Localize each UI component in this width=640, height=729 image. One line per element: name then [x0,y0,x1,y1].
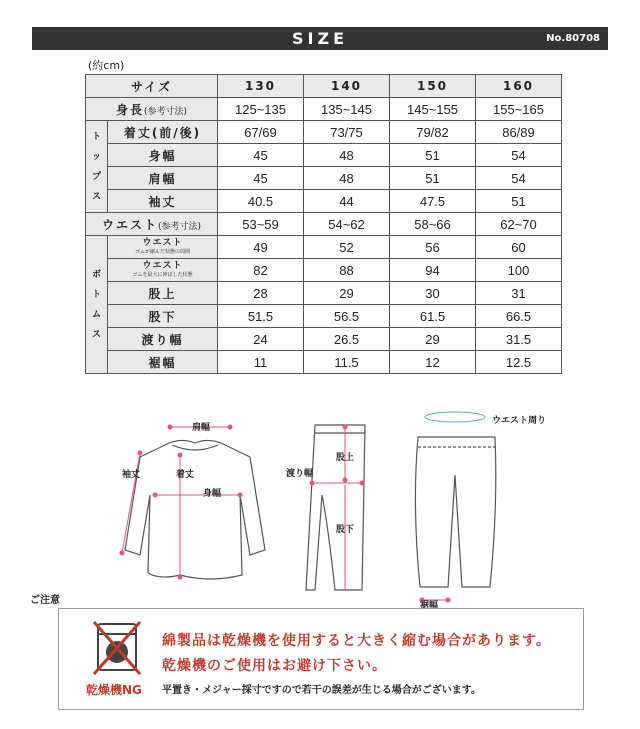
cell: 155~165 [476,98,562,121]
group-label-text: ト ッ プ ス [91,131,101,202]
inseam-label: 股下 [336,525,355,535]
cell: 28 [218,282,304,305]
caution-title: ご注意 [30,595,60,606]
table-row [86,144,562,167]
size-150: 150 [390,75,476,98]
cell: 100 [476,259,562,282]
table-row [86,190,562,213]
cell: 29 [390,328,476,351]
row-label: 着丈(前/後) [108,121,218,144]
size-160: 160 [476,75,562,98]
cell: 11 [218,351,304,374]
cell: 145~155 [390,98,476,121]
row-label: 渡り幅 [108,328,218,351]
shoulder-label: 肩幅 [192,423,211,433]
product-number: No.80708 [546,33,600,44]
cell: 54 [476,144,562,167]
row-label: 身幅 [108,144,218,167]
hem-label: 裾幅 [420,601,439,611]
table-row [86,351,562,374]
cell: 125~135 [218,98,304,121]
height-label: 身長(参考寸法) [86,98,218,121]
row-label: 裾幅 [108,351,218,374]
waist-measure [425,412,485,422]
cell: 47.5 [390,190,476,213]
cell: 51 [390,167,476,190]
table-row [86,213,562,236]
table-row [86,236,562,259]
cell: 73/75 [304,121,390,144]
cell: 45 [218,167,304,190]
cell: 12.5 [476,351,562,374]
length-label: 着丈 [176,470,195,480]
waist-label: ウエスト(参考寸法) [86,213,218,236]
cell: 54 [476,167,562,190]
garment-diagram [100,405,570,605]
group-label-text: ボ ト ム ス [91,269,101,340]
notice-line-1: 綿製品は乾燥機を使用すると大きく縮む場合があります。 [162,633,551,649]
cell: 29 [304,282,390,305]
cell: 94 [390,259,476,282]
cell: 58~66 [390,213,476,236]
cell: 52 [304,236,390,259]
cell: 44 [304,190,390,213]
row-label: 袖丈 [108,190,218,213]
title-bar [32,27,608,50]
cell: 67/69 [218,121,304,144]
table-row [86,282,562,305]
cell: 45 [218,144,304,167]
cell: 88 [304,259,390,282]
size-140: 140 [304,75,390,98]
cell: 31.5 [476,328,562,351]
table-row [86,259,562,282]
size-130: 130 [218,75,304,98]
cell: 79/82 [390,121,476,144]
cell: 48 [304,167,390,190]
rise-label: 股上 [336,453,355,463]
bottoms-group-label [86,236,108,374]
tops-group-label [86,121,108,213]
size-head-label: サイズ [86,75,218,98]
cell: 51 [390,144,476,167]
row-label: 肩幅 [108,167,218,190]
sleeve-label: 袖丈 [122,470,141,480]
cell: 11.5 [304,351,390,374]
cell: 61.5 [390,305,476,328]
row-label: ウエスト ゴムが縮んだ状態の周囲 [108,236,218,259]
cell: 53~59 [218,213,304,236]
table-row [86,167,562,190]
cell: 56 [390,236,476,259]
cell: 60 [476,236,562,259]
table-header-row [86,75,562,98]
top-illustration [125,440,265,579]
dryer-ng-label: 乾燥機NG [86,683,142,697]
width-label: 身幅 [203,489,222,499]
cell: 135~145 [304,98,390,121]
cell: 40.5 [218,190,304,213]
cell: 82 [218,259,304,282]
unit-label: (約cm) [88,59,125,72]
thigh-label: 渡り幅 [286,469,314,479]
no-dryer-icon [92,620,142,676]
cell: 31 [476,282,562,305]
cell: 51.5 [218,305,304,328]
cell: 54~62 [304,213,390,236]
table-row [86,121,562,144]
cell: 62~70 [476,213,562,236]
page-title: SIZE [291,29,348,48]
waist-around-label: ウエスト周り [492,416,547,426]
table-row [86,305,562,328]
table-row [86,328,562,351]
cell: 56.5 [304,305,390,328]
cell: 30 [390,282,476,305]
pants-front-illustration [415,437,495,587]
cell: 24 [218,328,304,351]
table-row [86,98,562,121]
notice-line-2: 乾燥機のご使用はお避け下さい。 [162,658,387,674]
size-table [85,74,562,374]
row-label: 股下 [108,305,218,328]
cell: 26.5 [304,328,390,351]
row-label: ウエスト ゴムを最大に伸ばした状態 [108,259,218,282]
cell: 66.5 [476,305,562,328]
cell: 51 [476,190,562,213]
row-label: 股上 [108,282,218,305]
cell: 86/89 [476,121,562,144]
cell: 48 [304,144,390,167]
notice-line-3: 平置き・メジャー採寸ですので若干の誤差が生じる場合がございます。 [162,685,481,696]
cell: 12 [390,351,476,374]
cell: 49 [218,236,304,259]
